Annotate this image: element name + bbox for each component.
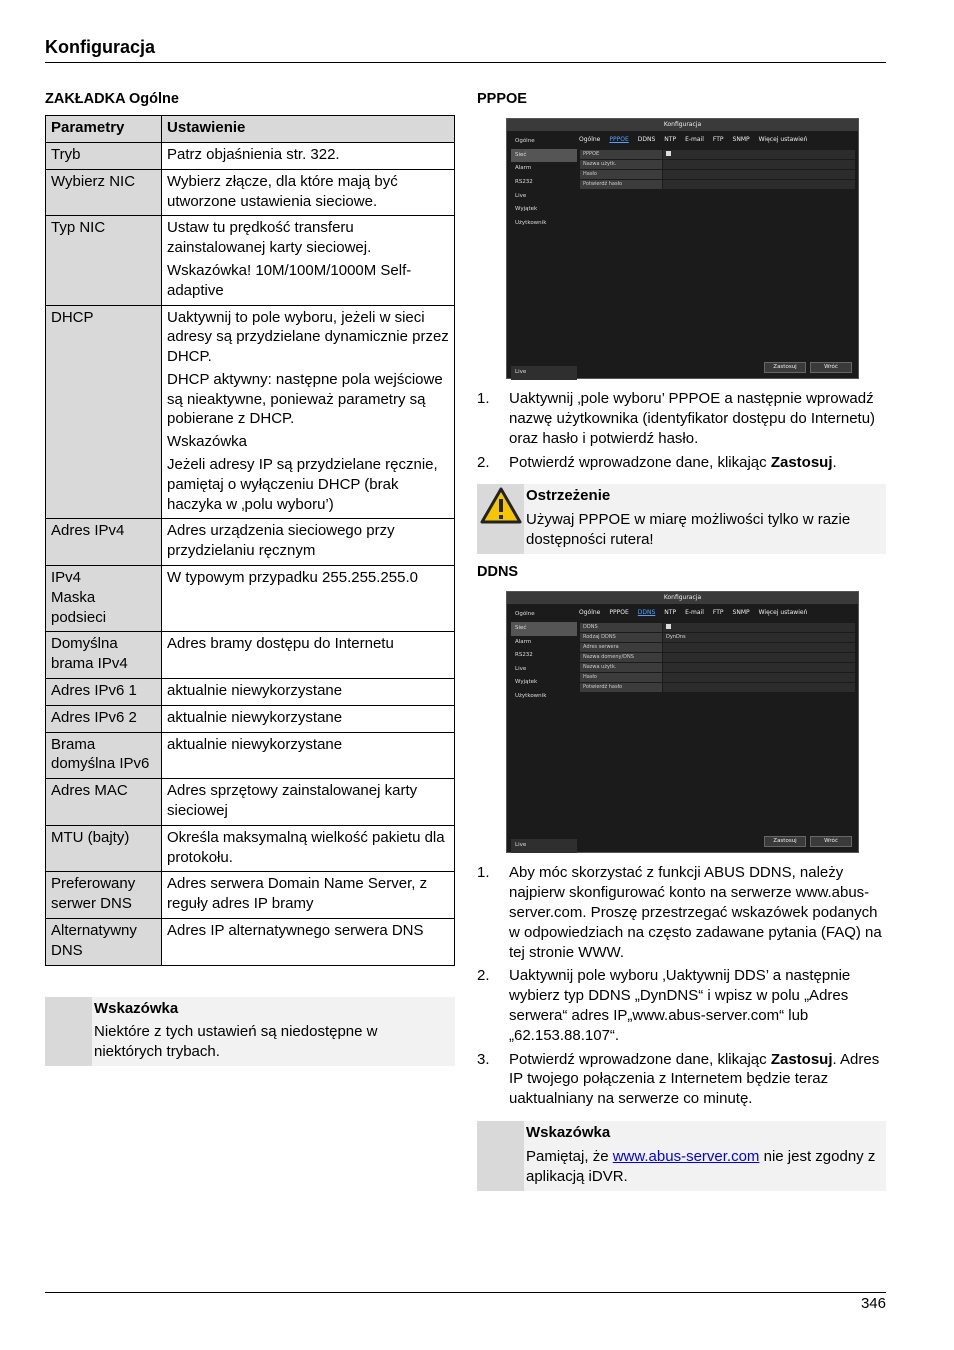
- param-setting: [162, 305, 455, 519]
- pppoe-shot-grid: [580, 150, 855, 190]
- ddns-shot-row: [580, 673, 855, 682]
- ddns-title: DDNS: [477, 564, 519, 581]
- param-name: Alternatywny DNS: [46, 919, 162, 966]
- pppoe-shot-row-value[interactable]: [663, 160, 855, 169]
- ddns-shot-row-label: Adres serwera: [580, 643, 662, 652]
- ddns-shot-menu-item[interactable]: Użytkownik: [515, 693, 547, 699]
- warning-icon: [477, 484, 524, 554]
- ddns-hint-box: [477, 1121, 886, 1191]
- checkbox-icon[interactable]: [666, 151, 671, 156]
- table-row: [46, 519, 455, 566]
- ddns-shot-tab[interactable]: PPPOE: [609, 609, 629, 617]
- ddns-shot-row-value[interactable]: [663, 653, 855, 662]
- table-row: [46, 919, 455, 966]
- table-row: [46, 732, 455, 779]
- ddns-shot-row-label: Potwierdź hasło: [580, 683, 662, 692]
- param-setting: [162, 919, 455, 966]
- page-number: 346: [860, 1295, 886, 1312]
- ddns-shot-row-value[interactable]: [663, 673, 855, 682]
- ddns-shot-row-label: Nazwa domeny/DNS: [580, 653, 662, 662]
- ddns-shot-row-value[interactable]: [663, 683, 855, 692]
- pppoe-shot-tab[interactable]: SNMP: [732, 136, 750, 144]
- ddns-shot-live-item[interactable]: Live: [511, 839, 577, 853]
- warning-box: [477, 484, 886, 554]
- table-header-settings: Ustawienie: [162, 116, 455, 143]
- param-setting: [162, 142, 455, 169]
- general-tab-title: ZAKŁADKA Ogólne: [45, 91, 179, 107]
- pppoe-shot-row-value[interactable]: [663, 170, 855, 179]
- param-setting: [162, 779, 455, 826]
- setting-text: Wskazówka: [167, 433, 248, 451]
- pppoe-back-button[interactable]: Wróć: [810, 362, 852, 373]
- param-setting: [162, 705, 455, 732]
- pppoe-shot-tab[interactable]: E-mail: [685, 136, 704, 144]
- pppoe-shot-menu-item[interactable]: Sieć: [511, 149, 577, 163]
- ddns-shot-row: [580, 683, 855, 692]
- step-text: Potwierdź wprowadzone dane, klikając Zastosuj. Adres IP twojego połączenia z Internetem będzie teraz uaktualniany na serwerze co minutę.: [509, 1050, 880, 1108]
- pppoe-shot-tab[interactable]: PPPOE: [609, 136, 629, 144]
- table-row: [46, 305, 455, 519]
- step-item: [477, 966, 886, 1045]
- pppoe-shot-menu-item[interactable]: Wyjątek: [515, 206, 538, 213]
- step-text: Aby móc skorzystać z funkcji ABUS DDNS, należy najpierw skonfigurować konto na serwerze www.abus-server.com. Proszę przestrzegać wskazówek podanych w odpowiedziach na często zadawane pytania (FAQ) na tej stronie WWW.: [509, 864, 882, 961]
- pppoe-shot-row-value[interactable]: [663, 180, 855, 189]
- ddns-shot-row-label: Rodzaj DDNS: [580, 633, 662, 642]
- param-name: Wybierz NIC: [46, 169, 162, 216]
- ddns-shot-menu-item[interactable]: Ogólne: [515, 611, 535, 618]
- table-row: [46, 216, 455, 305]
- ddns-screenshot: [506, 591, 859, 853]
- param-name: Typ NIC: [46, 216, 162, 305]
- table-row: [46, 825, 455, 872]
- pppoe-shot-row: [580, 170, 855, 179]
- table-row: [46, 632, 455, 679]
- ddns-steps: [477, 863, 886, 1109]
- pppoe-shot-title: Konfiguracja: [507, 119, 858, 131]
- pppoe-shot-menu-item[interactable]: Live: [515, 192, 527, 199]
- step-item: [477, 1050, 886, 1109]
- pppoe-shot-tab[interactable]: Ogólne: [579, 136, 601, 144]
- step-text: Uaktywnij ‚pole wyboru’ PPPOE a następnie wprowadź nazwę użytkownika (identyfikator dostępu do Internetu) oraz hasło i potwierdź hasło.: [509, 390, 876, 447]
- pppoe-shot-row-value[interactable]: [663, 150, 855, 159]
- ddns-shot-tab[interactable]: Więcej ustawień: [758, 609, 808, 617]
- ddns-shot-row: [580, 663, 855, 672]
- pppoe-shot-menu: [511, 135, 577, 379]
- pppoe-shot-menu-item[interactable]: Alarm: [515, 165, 532, 172]
- param-name: Adres MAC: [46, 779, 162, 826]
- param-setting: [162, 732, 455, 779]
- step-number: 2.: [477, 453, 490, 471]
- setting-text: Adres bramy dostępu do Internetu: [167, 635, 394, 653]
- table-row: [46, 779, 455, 826]
- pppoe-shot-tab[interactable]: Więcej ustawień: [758, 136, 808, 144]
- step-number: 1.: [477, 864, 490, 882]
- step-item: [477, 389, 886, 448]
- table-row: [46, 566, 455, 632]
- ddns-shot-menu-item[interactable]: Sieć: [511, 622, 577, 636]
- param-setting: [162, 872, 455, 919]
- apply-label: Zastosuj: [770, 453, 833, 471]
- ddns-shot-menu: [511, 608, 577, 852]
- right-column: [477, 90, 886, 1191]
- param-name: Adres IPv6 1: [46, 679, 162, 706]
- pppoe-shot-row: [580, 160, 855, 169]
- ddns-shot-tabs: [579, 609, 807, 617]
- pppoe-shot-row-label: Potwierdź hasło: [580, 180, 662, 189]
- pppoe-shot-menu-item[interactable]: Użytkownik: [515, 219, 547, 226]
- step-text: Uaktywnij pole wyboru ‚Uaktywnij DDS’ a następnie wybierz typ DDNS „DynDNS“ i wpisz w polu „Adres serwera“ adres IP„www.abus-server.com“ lub „62.153.88.107“.: [509, 967, 851, 1044]
- setting-text: Wskazówka! 10M/100M/1000M Self-adaptive: [167, 261, 412, 299]
- ddns-shot-menu-item[interactable]: Live: [515, 665, 527, 672]
- pppoe-steps: [477, 389, 886, 472]
- ddns-shot-row: [580, 643, 855, 652]
- pppoe-shot-tab[interactable]: DDNS: [637, 136, 656, 144]
- pppoe-screenshot: [506, 118, 859, 379]
- page-title: Konfiguracja: [45, 37, 156, 57]
- setting-text: Ustaw tu prędkość transferu zainstalowanej karty sieciowej.: [167, 219, 372, 257]
- step-number: 2.: [477, 967, 490, 985]
- warning-text: Używaj PPPOE w miarę możliwości tylko w razie dostępności rutera!: [526, 511, 851, 548]
- header-rule: [45, 62, 886, 63]
- param-name: IPv4 Maska podsieci: [46, 566, 162, 632]
- pppoe-shot-menu-item[interactable]: Ogólne: [515, 138, 535, 145]
- ddns-hint-icon: [477, 1121, 524, 1191]
- table-row: [46, 142, 455, 169]
- ddns-shot-menu-item[interactable]: Alarm: [515, 638, 532, 645]
- param-setting: [162, 519, 455, 566]
- ddns-apply-button[interactable]: Zastosuj: [764, 836, 806, 847]
- left-column: [45, 90, 455, 1066]
- hint-icon: [45, 997, 92, 1066]
- setting-text: Adres urządzenia sieciowego przy przydzielaniu ręcznym: [167, 522, 395, 560]
- parameters-table: [45, 115, 455, 965]
- ddns-shot-tab[interactable]: E-mail: [685, 609, 704, 617]
- param-name: Adres IPv6 2: [46, 705, 162, 732]
- ddns-shot-title: Konfiguracja: [507, 592, 858, 604]
- setting-text: W typowym przypadku 255.255.255.0: [167, 569, 418, 587]
- setting-text: Określa maksymalną wielkość pakietu dla protokołu.: [167, 828, 445, 866]
- param-setting: [162, 216, 455, 305]
- ddns-shot-row-value[interactable]: DynDns: [663, 633, 855, 642]
- apply-label: Zastosuj: [770, 1050, 833, 1068]
- checkbox-icon[interactable]: [666, 624, 671, 629]
- ddns-shot-tab[interactable]: SNMP: [732, 609, 750, 617]
- param-name: DHCP: [46, 305, 162, 519]
- setting-text: aktualnie niewykorzystane: [167, 708, 343, 726]
- pppoe-shot-row: [580, 180, 855, 189]
- ddns-shot-menu-item[interactable]: Wyjątek: [515, 679, 538, 686]
- param-setting: [162, 825, 455, 872]
- hint-text: Niektóre z tych ustawień są niedostępne w niektórych trybach.: [94, 1023, 378, 1061]
- ddns-shot-row-value[interactable]: [663, 663, 855, 672]
- param-setting: [162, 632, 455, 679]
- pppoe-shot-buttons: [764, 362, 852, 373]
- ddns-shot-row-value[interactable]: [663, 643, 855, 652]
- setting-text: Adres serwera Domain Name Server, z reguły adres IP bramy: [167, 875, 428, 913]
- setting-text: Jeżeli adresy IP są przydzielane ręcznie, pamiętaj o wyłączeniu DHCP (brak haczyka w ‚polu wyboru’): [167, 456, 438, 513]
- pppoe-shot-menu-item[interactable]: RS232: [515, 178, 533, 185]
- ddns-shot-row: [580, 633, 855, 642]
- step-item: [477, 453, 886, 473]
- step-item: [477, 863, 886, 962]
- setting-text: Uaktywnij to pole wyboru, jeżeli w sieci adresy są przydzielane dynamicznie przez DHCP.: [167, 308, 449, 366]
- parameters-table-body: [46, 142, 455, 965]
- pppoe-apply-button[interactable]: Zastosuj: [764, 362, 806, 373]
- pppoe-shot-row: [580, 150, 855, 159]
- warning-title: Ostrzeżenie: [526, 487, 611, 505]
- ddns-shot-tab[interactable]: NTP: [664, 609, 677, 617]
- param-name: Brama domyślna IPv6: [46, 732, 162, 779]
- param-name: Preferowany serwer DNS: [46, 872, 162, 919]
- abus-server-link[interactable]: www.abus-server.com: [612, 1147, 760, 1165]
- footer-rule: [45, 1292, 886, 1293]
- ddns-shot-tab[interactable]: FTP: [712, 609, 724, 617]
- pppoe-shot-row-label: Hasło: [580, 170, 662, 179]
- ddns-shot-row: [580, 623, 855, 632]
- table-row: [46, 705, 455, 732]
- ddns-shot-row-value[interactable]: [663, 623, 855, 632]
- param-name: MTU (bajty): [46, 825, 162, 872]
- ddns-back-button[interactable]: Wróć: [810, 836, 852, 847]
- hint-box: [45, 997, 455, 1066]
- setting-text: Patrz objaśnienia str. 322.: [167, 145, 340, 163]
- ddns-shot-grid: [580, 623, 855, 693]
- pppoe-shot-tab[interactable]: NTP: [664, 136, 677, 144]
- setting-text: Adres IP alternatywnego serwera DNS: [167, 922, 424, 940]
- pppoe-title: PPPOE: [477, 91, 527, 107]
- step-number: 1.: [477, 390, 490, 408]
- table-row: [46, 169, 455, 216]
- step-text: Potwierdź wprowadzone dane, klikając Zastosuj.: [509, 453, 837, 471]
- param-setting: [162, 679, 455, 706]
- ddns-shot-row-label: Nazwa użytk.: [580, 663, 662, 672]
- ddns-hint-text: Pamiętaj, że www.abus-server.com nie jest zgodny z aplikacją iDVR.: [526, 1147, 876, 1185]
- table-header-parameters: Parametry: [46, 116, 162, 143]
- param-name: Domyślna brama IPv4: [46, 632, 162, 679]
- pppoe-shot-row-label: PPPOE: [580, 150, 662, 159]
- ddns-shot-row-label: Hasło: [580, 673, 662, 682]
- ddns-shot-buttons: [764, 836, 852, 847]
- setting-text: aktualnie niewykorzystane: [167, 682, 343, 700]
- pppoe-shot-live-item[interactable]: Live: [511, 366, 577, 380]
- table-row: [46, 679, 455, 706]
- setting-text: Adres sprzętowy zainstalowanej karty sieciowej: [167, 782, 418, 820]
- setting-text: DHCP aktywny: następne pola wejściowe są nieaktywne, ponieważ parametry są pobierane z DHCP.: [167, 370, 443, 428]
- ddns-shot-row: [580, 653, 855, 662]
- hint-title: Wskazówka: [94, 999, 179, 1017]
- step-number: 3.: [477, 1050, 490, 1068]
- pppoe-shot-row-label: Nazwa użytk.: [580, 160, 662, 169]
- pppoe-shot-tabs: [579, 136, 807, 144]
- ddns-shot-menu-item[interactable]: RS232: [515, 652, 533, 659]
- ddns-shot-tab[interactable]: DDNS: [637, 609, 656, 617]
- setting-text: Wybierz złącze, dla które mają być utworzone ustawienia sieciowe.: [167, 172, 398, 210]
- param-setting: [162, 566, 455, 632]
- ddns-shot-row-label: DDNS: [580, 623, 662, 632]
- ddns-hint-title: Wskazówka: [526, 1124, 611, 1141]
- setting-text: aktualnie niewykorzystane: [167, 735, 343, 753]
- param-name: Adres IPv4: [46, 519, 162, 566]
- pppoe-shot-tab[interactable]: FTP: [712, 136, 724, 144]
- ddns-shot-tab[interactable]: Ogólne: [579, 609, 601, 617]
- param-setting: [162, 169, 455, 216]
- param-name: Tryb: [46, 142, 162, 169]
- table-row: [46, 872, 455, 919]
